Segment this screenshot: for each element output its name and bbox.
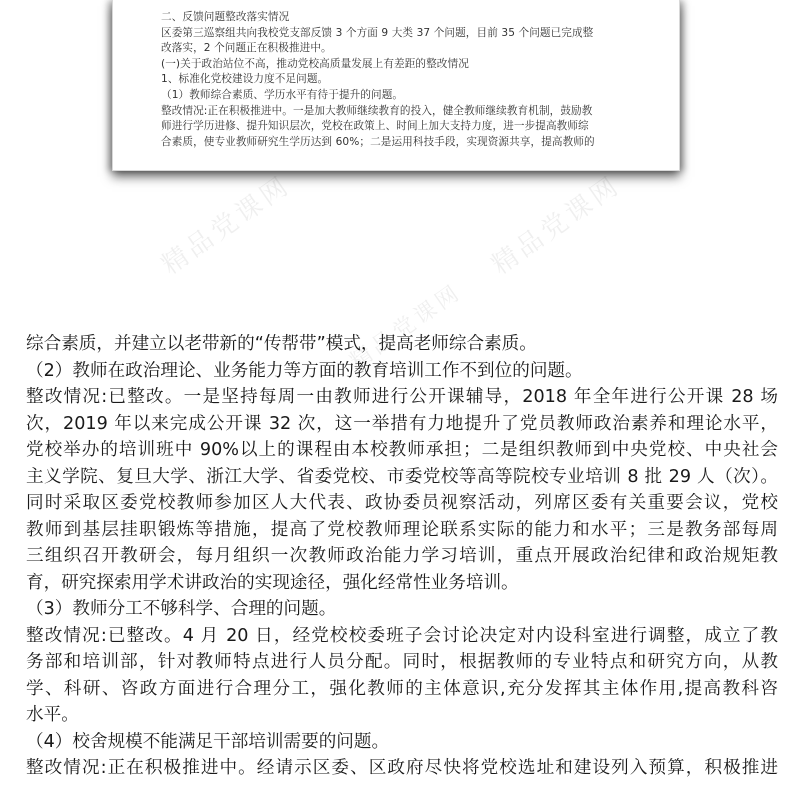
- body-line: 整改情况:已整改。一是坚持每周一由教师进行公开课辅导，2018 年全年进行公开课 28 场: [26, 387, 778, 407]
- body-line: 三组织召开教研会，每月组织一次教师政治能力学习培训，重点开展政治纪律和政治规矩教: [26, 546, 778, 566]
- preview-line: 改落实，2 个问题正在积极推进中。: [161, 42, 332, 55]
- preview-line: 师进行学历进修、提升知识层次，党校在政策上、时间上加大支持力度，进一步提高教师综: [161, 120, 589, 133]
- body-line: 党校举办的培训班中 90%以上的课程由本校教师承担；二是组织教师到中央党校、中央社会: [26, 440, 778, 460]
- body-line: 水平。: [26, 705, 79, 725]
- watermark: 精品党课网: [486, 170, 627, 281]
- body-line: 整改情况:正在积极推进中。经请示区委、区政府尽快将党校选址和建设列入预算，积极推进: [26, 758, 778, 778]
- body-line: 教师到基层挂职锻炼等措施，提高了党校教师理论联系实际的能力和水平；三是教务部每周: [26, 519, 778, 540]
- body-line: 学、科研、咨政方面进行合理分工，强化教师的主体意识,充分发挥其主体作用,提高教科咨: [26, 678, 778, 699]
- section-heading: （2）教师在政治理论、业务能力等方面的教育培训工作不到位的问题。: [26, 360, 583, 381]
- body-line: 育，研究探索用学术讲政治的实现途径，强化经常性业务培训。: [26, 572, 519, 593]
- preview-line: 区委第三巡察组共向我校党支部反馈 3 个方面 9 大类 37 个问题，目前 35 个问题已完成整: [161, 26, 594, 39]
- watermark: 精品党课网: [345, 279, 467, 375]
- body-line: 主义学院、复旦大学、浙江大学、省委党校、市委党校等高等院校专业培训 8 批 29 人（次）。: [26, 466, 778, 487]
- body-line: 务部和培训部，针对教师特点进行人员分配。同时，根据教师的专业特点和研究方向，从教: [26, 652, 778, 672]
- preview-line: （1）教师综合素质、学历水平有待于提升的问题。: [161, 88, 404, 101]
- section-heading: （4）校舍规模不能满足干部培训需要的问题。: [26, 731, 390, 752]
- body-line: 整改情况:已整改。4 月 20 日，经党校校委班子会讨论决定对内设科室进行调整，成立了教: [26, 625, 778, 646]
- body-line: 综合素质，并建立以老带新的“传帮带”模式，提高老师综合素质。: [26, 334, 537, 354]
- preview-line: 二、反馈问题整改落实情况: [161, 11, 290, 23]
- preview-line: 合素质，使专业教师研究生学历达到 60%；二是运用科技手段，实现资源共享，提高教师的: [161, 135, 595, 148]
- preview-line: (一)关于政治站位不高，推动党校高质量发展上有差距的整改情况: [161, 57, 469, 70]
- document-body: [26, 331, 778, 782]
- body-line: 同时采取区委党校教师参加区人大代表、政协委员视察活动，列席区委有关重要会议，党校: [26, 493, 778, 513]
- preview-text-block: [161, 10, 641, 150]
- watermark: 精品党课网: [156, 170, 297, 281]
- section-heading: （3）教师分工不够科学、合理的问题。: [26, 599, 337, 619]
- preview-line: 整改情况:正在积极推进中。一是加大教师继续教育的投入，健全教师继续教育机制，鼓励教: [161, 104, 593, 117]
- document-preview-card: [112, 0, 680, 171]
- preview-line: 1、标准化党校建设力度不足问题。: [161, 73, 329, 86]
- body-line: 次，2019 年以来完成公开课 32 次，这一举措有力地提升了党员教师政治素养和理论水平，: [26, 413, 778, 434]
